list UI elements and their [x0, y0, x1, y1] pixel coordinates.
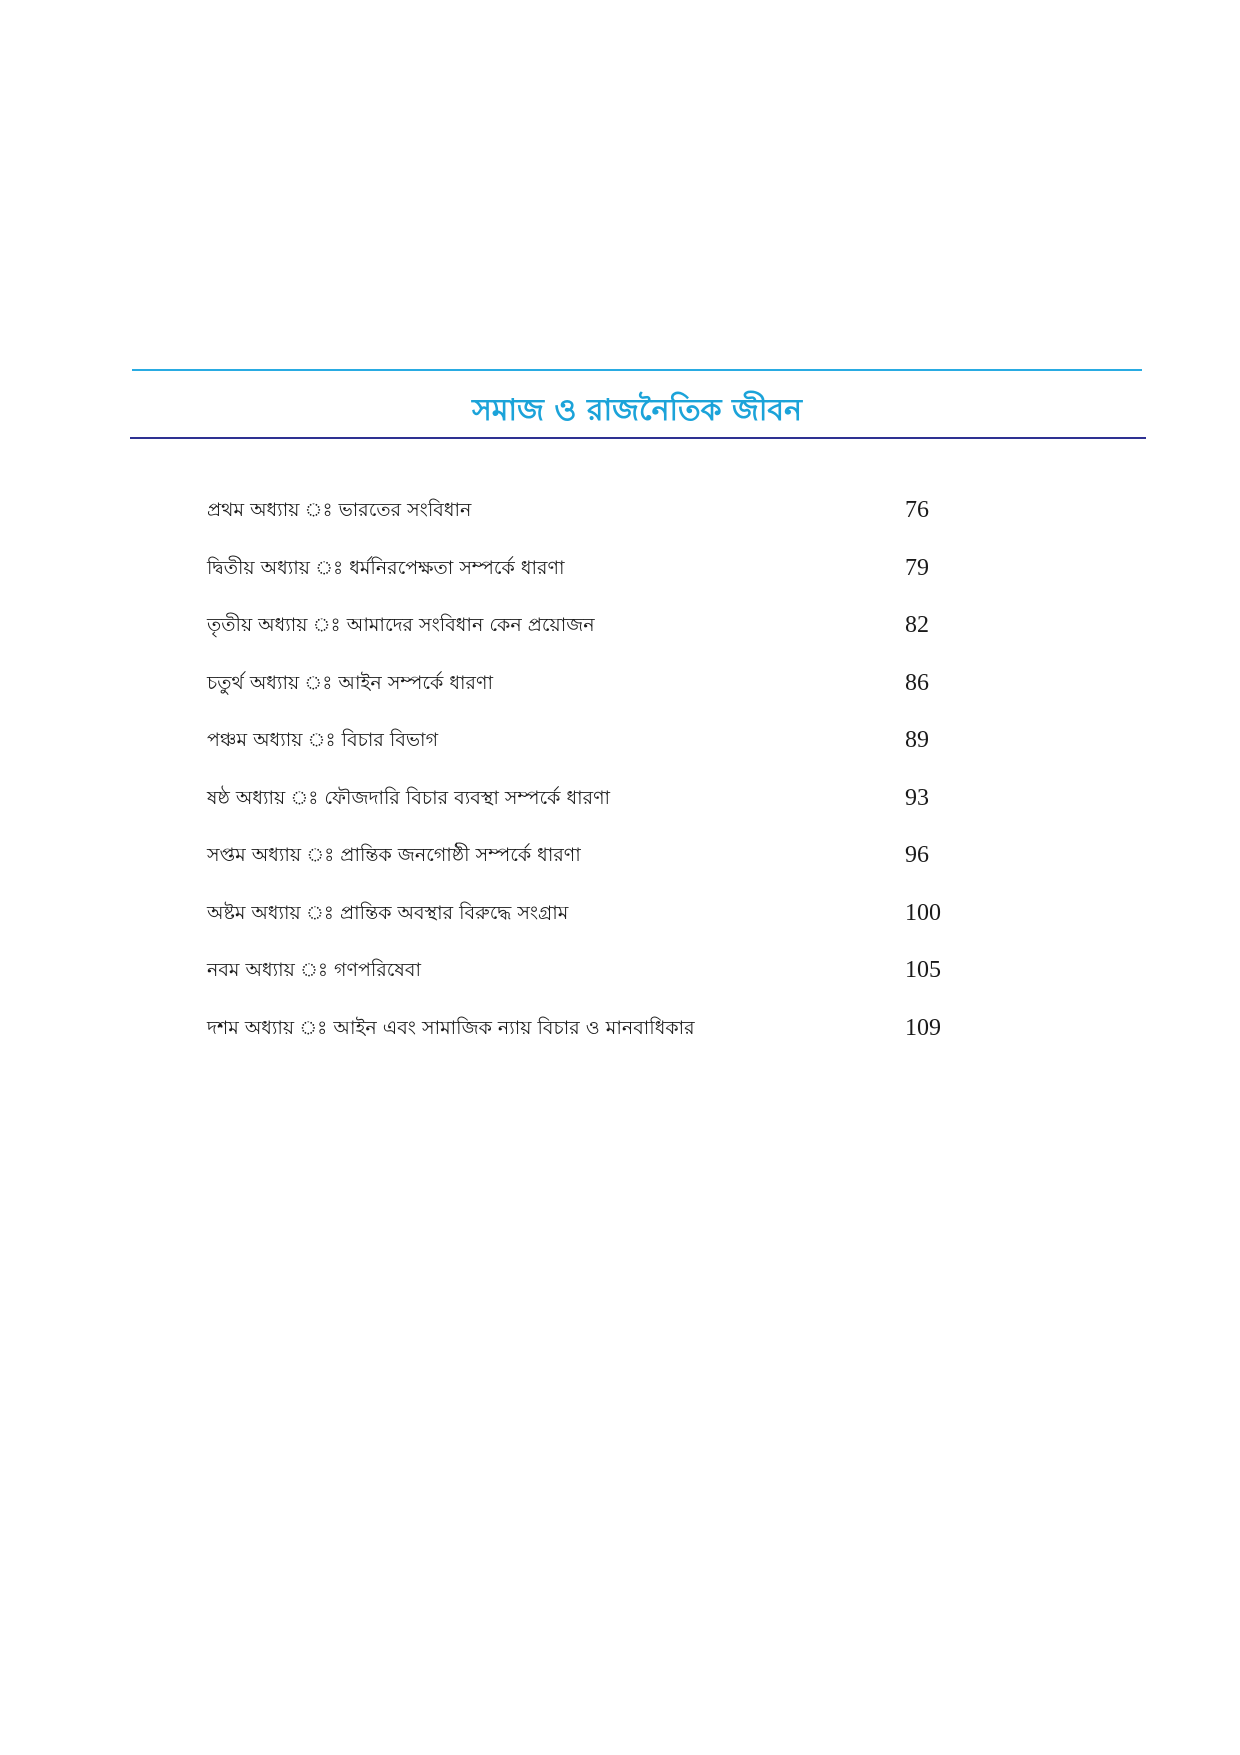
title-top-rule: [132, 369, 1142, 371]
toc-entry: [207, 663, 967, 721]
section-title: সমাজ ও রাজনৈতিক জীবন: [471, 393, 803, 428]
toc-entry: [207, 778, 967, 836]
toc-entry: [207, 950, 967, 1008]
toc-entry: [207, 605, 967, 663]
toc-entry: [207, 548, 967, 606]
toc-entry-title: দ্বিতীয় অধ্যায় ঃ ধর্মনিরপেক্ষতা সম্পর্কে ধারণা: [207, 556, 565, 579]
toc-entry-title: সপ্তম অধ্যায় ঃ প্রান্তিক জনগোষ্ঠী সম্পর্কে ধারণা: [207, 844, 581, 866]
toc-entry: [207, 835, 967, 893]
toc-entry-page: 86: [905, 669, 929, 696]
toc-entry: [207, 490, 967, 548]
table-of-contents: [207, 490, 967, 1065]
toc-entry-page: 93: [905, 784, 929, 811]
toc-entry-page: 105: [905, 957, 941, 983]
toc-entry-title: প্রথম অধ্যায় ঃ ভারতের সংবিধান: [207, 499, 472, 521]
toc-entry-title: ষষ্ঠ অধ্যায় ঃ ফৌজদারি বিচার ব্যবস্থা সম্পর্কে ধারণা: [207, 786, 611, 809]
toc-entry: [207, 720, 967, 778]
toc-entry-page: 96: [905, 842, 929, 868]
toc-entry-page: 76: [905, 497, 929, 523]
title-bottom-rule: [130, 437, 1146, 439]
toc-entry-title: তৃতীয় অধ্যায় ঃ আমাদের সংবিধান কেন প্রয়োজন: [207, 614, 595, 636]
toc-entry-page: 82: [905, 612, 929, 638]
toc-entry-title: নবম অধ্যায় ঃ গণপরিষেবা: [207, 959, 421, 981]
toc-entry-title: চতুর্থ অধ্যায় ঃ আইন সম্পর্কে ধারণা: [207, 671, 493, 694]
toc-entry-title: পঞ্চম অধ্যায় ঃ বিচার বিভাগ: [207, 729, 439, 751]
toc-entry-page: 89: [905, 727, 929, 753]
toc-entry: [207, 1008, 967, 1066]
toc-entry-page: 109: [905, 1014, 941, 1041]
toc-entry-title: অষ্টম অধ্যায় ঃ প্রান্তিক অবস্থার বিরুদ্ধে সংগ্রাম: [207, 901, 569, 924]
toc-entry-title: দশম অধ্যায় ঃ আইন এবং সামাজিক ন্যায় বিচার ও মানবাধিকার: [207, 1016, 695, 1039]
toc-entry-page: 100: [905, 899, 941, 926]
toc-entry-page: 79: [905, 554, 929, 581]
toc-entry: [207, 893, 967, 951]
